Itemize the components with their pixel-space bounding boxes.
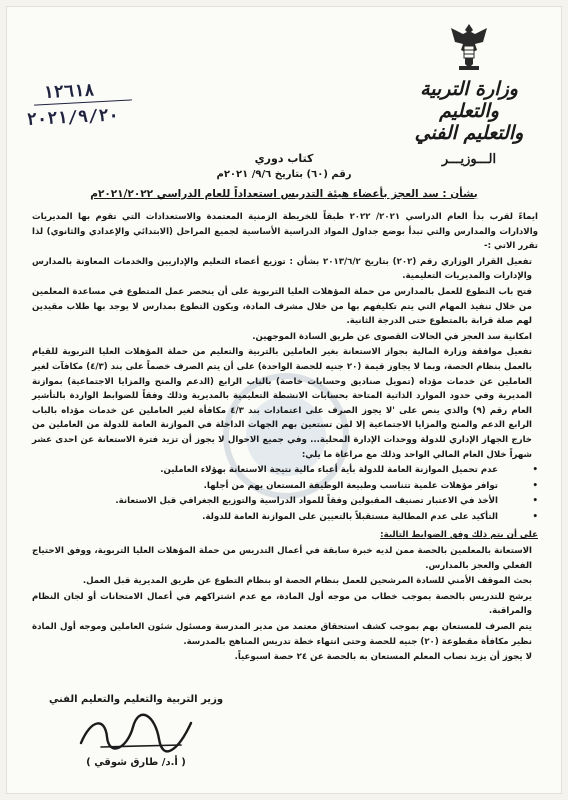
rule-item: بحث الموقف الأمني للسادة المرشحين للعمل بنظام الحصة او بنظام التطوع عن طريق المديرية قبل العمل. — [82, 576, 532, 587]
ministry-name-2: والتعليم الفني — [414, 122, 524, 144]
rules-heading: على أن يتم ذلك وفق الضوابط التالية: — [380, 530, 538, 541]
handwritten-signature-icon — [71, 709, 201, 755]
rule-item: لا يجوز أن يزيد نصاب المعلم المستعان به بالحصة عن ٢٤ حصة اسبوعياً. — [234, 652, 532, 663]
list-item: فتح باب التطوع للعمل بالمدارس من حملة المؤهلات العليا التربوية على أن ينحصر عمل المتطوع في مساعدة المعلمين من خلال تنفيذ المهام التي يتم تكليفهم بها من خلال مشرف المادة، ويكون التطوع بمدارس لا يوجد بها طلاب مقيدين لهم صلة قرابة بالمتطوع حتى الدرجة الثانية. — [32, 286, 532, 327]
rule-item: يتم الصرف للمستعان بهم بموجب كشف استحقاق معتمد من مدير المدرسة ومسئول شئون العاملين وموجه أول المادة نظير مكافأة مقطوعة (٢٠) جنيه للحصة وحتى انتهاء خطة تدريس المناهج بالمدرسة. — [32, 622, 532, 647]
list-item: امكانية سد العجز في الحالات القصوى عن طريق السادة الموجهين. — [252, 331, 532, 342]
document-reference: رقم (٦٠) بتاريخ ٩/٦/ ٢٠٢١م — [216, 169, 352, 180]
egypt-eagle-emblem-icon — [447, 20, 491, 72]
document-subject: بشأن : سد العجز بأعضاء هيئة التدريس استعداداً للعام الدراسي ٢٠٢١/٢٠٢٢م — [90, 188, 478, 200]
sub-list-item: • عدم تحميل الموازنة العامة للدولة بأية أعباء مالية نتيجة الاستعانة بهؤلاء العاملين. — [32, 463, 538, 478]
intro-paragraph: ايماءً لقرب بدأ العام الدراسي ٢٠٢١/ ٢٠٢٢ طبقاً للخريطة الزمنية المعتمدة والاستعدادات التي تقوم بها المديريات والادارات والمدارس والتي تبدأ بوضع جداول المواد الدراسية الأساسية لجميع المراحل (الابتدائي والإعدادي والثانوي) لذا تقرر الاتي :- — [32, 212, 538, 252]
rule-item: يرشح للتدريس بالحصة بموجب خطاب من موجه أول المادة، مع عدم اشتراكهم في أعمال الامتحانات أو لجان النظام والمراقبة. — [32, 591, 532, 617]
sub-list-item: • الأخذ في الاعتبار تصنيف المقبولين وفقاً للمواد الدراسية والتوزيع الجغرافي قبل الاستعانة. — [32, 494, 538, 509]
document-body — [32, 210, 538, 666]
minister-label: الـــوزيـــر — [441, 152, 497, 167]
list-item: تفعيل القرار الوزاري رقم (٢٠٢) بتاريخ ٢٠١٣/٦/٢ بشأن : توزيع أعضاء التعليم والإداريين والخدمات المعاونة بالمدارس والإدارات والمديريات التعليمية. — [32, 256, 532, 282]
list-item: تفعيل موافقة وزارة المالية بجواز الاستعانة بغير العاملين بالتربية والتعليم من حملة المؤهلات العليا التربوية للقيام بالعمل بنظام الحصة، وبما لا يجاوز قيمة (٢٠ جنيه للحصة الواحدة) على أن يتم الصرف خصماً على بند (٤/٣) مكافآت لغير العاملين عن خدمات مؤداه (تمويل صناديق وحسابات خاصة) بالباب الرابع (الدعم والمنح والمزايا الاجتماعية) بموازنة المديرية وفي حدود الموارد الذاتية المتاحة بحسابات الانشطة التعليمية بالمديرية وذلك وفقاً للضوابط الواردة بالتأشير العام رقم (٩) والذي ينص على 'لا يجوز الصرف على اعتمادات بند ٤/٣ مكافأة لغير العاملين عن خدمات مؤداه بالباب الرابع الدعم والمنح والمزايا الاجتماعية إلا لمن تستعين بهم الجهات الداخلة في الموازنة العامة للدولة من العاملين من خارج الجهاز الإداري للدولة ووحدات الإدارة المحلية... وفي جميع الاحوال لا يجوز أن تزيد فترة الاستعانة عن احدى عشر شهراً خلال العام المالي الواحد وذلك مع مراعاة ما يلي: — [32, 347, 532, 460]
signature-block — [36, 694, 236, 768]
reference-date: ٢٠٢١/٩/٢٠ — [26, 105, 120, 131]
document-type: كتاب دوري — [254, 152, 314, 165]
signatory-title: وزير التربية والتعليم والتعليم الفني — [48, 694, 224, 705]
reference-number: ١٢٦١٨ — [42, 80, 96, 104]
rule-item: الاستعانة بالمعلمين بالحصة ممن لديه خبرة سابقة في أعمال التدريس من حملة المؤهلات العليا التربوية، ووفق الاحتياج الفعلي والعجز بالمدارس. — [32, 546, 532, 571]
letterhead — [394, 20, 544, 167]
ministry-name: وزارة التربية والتعليم — [420, 78, 518, 122]
signatory-name: ( أ.د/ طارق شوقي ) — [86, 757, 186, 768]
sub-list-item: • توافر مؤهلات علمية تتناسب وطبيعة الوظيفة المستعان بهم من أجلها. — [32, 479, 538, 494]
sub-list-item: • التأكيد على عدم المطالبة مستقبلاً بالتعيين على الموازنة العامة للدولة. — [32, 510, 538, 525]
document-page — [6, 6, 562, 794]
